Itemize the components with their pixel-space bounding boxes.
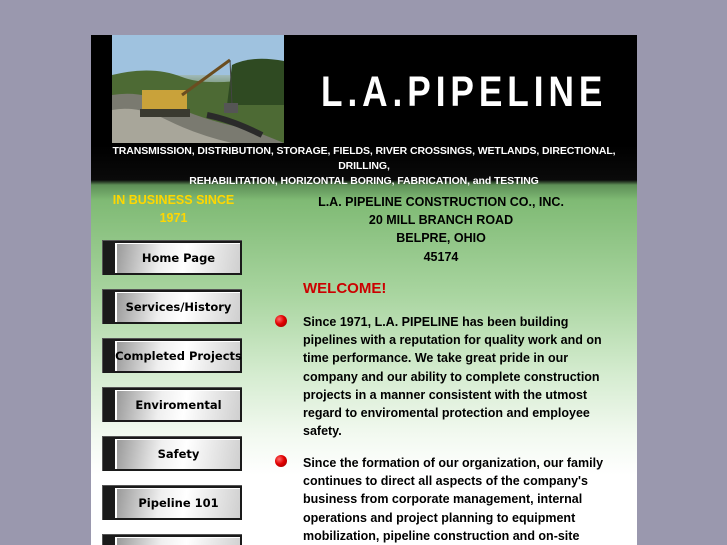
header-photo [112,35,284,143]
since-line-2: 1971 [159,211,188,225]
para-line: time performance. We take great pride in our [303,351,569,366]
tagline-line-1: TRANSMISSION, DISTRIBUTION, STORAGE, FIELDS, RIVER CROSSINGS, WETLANDS, DIRECTIONAL, DRILLING, [112,145,616,172]
para-line: company and our ability to complete construction [303,369,600,384]
para-line: regard to enviromental protection and employee [303,406,590,421]
para-line: pipelines with a reputation for quality work and on [303,333,602,348]
para-line: mobilization, pipeline construction and on-site [303,528,580,543]
zip-code: 45174 [423,249,459,264]
nav-pipeline-101-button[interactable] [102,485,242,520]
nav-label: Home Page [141,251,216,265]
city-state: BELPRE, OHIO [396,231,486,246]
nav-next-button[interactable] [102,534,242,545]
para-line: continues to direct all aspects of the company's [303,474,588,489]
nav-label: Completed Projects [115,349,242,363]
para-line: Since 1971, L.A. PIPELINE has been building [303,315,569,329]
nav-label: Pipeline 101 [138,496,219,510]
brand-title: L.A.PIPELINE [321,68,608,116]
tagline-line-2: REHABILITATION, HORIZONTAL BORING, FABRICATION, and TESTING [189,175,539,187]
button-face [115,537,240,545]
excavator-image [112,35,284,143]
nav-completed-projects-button[interactable] [102,338,242,373]
nav-enviromental-button[interactable] [102,387,242,422]
nav-label: Safety [157,447,200,461]
in-business-since [91,191,256,227]
company-address [291,193,591,266]
red-bullet-icon [275,315,287,327]
nav-home-page-button[interactable] [102,240,242,275]
nav-safety-button[interactable] [102,436,242,471]
intro-paragraph [303,313,623,440]
street-address: 20 MILL BRANCH ROAD [368,213,514,228]
family-paragraph [303,454,623,545]
para-line: operations and project planning to equipment [303,510,576,525]
para-line: safety. [303,424,342,439]
since-line-1: IN BUSINESS SINCE [112,193,235,207]
para-line: Since the formation of our organization, our family [303,456,604,470]
para-line: projects in a manner consistent with the utmost [303,387,588,402]
welcome-heading: WELCOME! [303,280,387,297]
nav-services-history-button[interactable] [102,289,242,324]
red-bullet-icon [275,455,287,467]
sidebar-nav [102,240,242,545]
services-tagline [91,144,637,189]
nav-label: Services/History [125,300,232,314]
page-container [91,35,637,545]
nav-label: Enviromental [135,398,222,412]
para-line: business from corporate management, internal [303,492,583,507]
company-name: L.A. PIPELINE CONSTRUCTION CO., INC. [318,195,564,209]
